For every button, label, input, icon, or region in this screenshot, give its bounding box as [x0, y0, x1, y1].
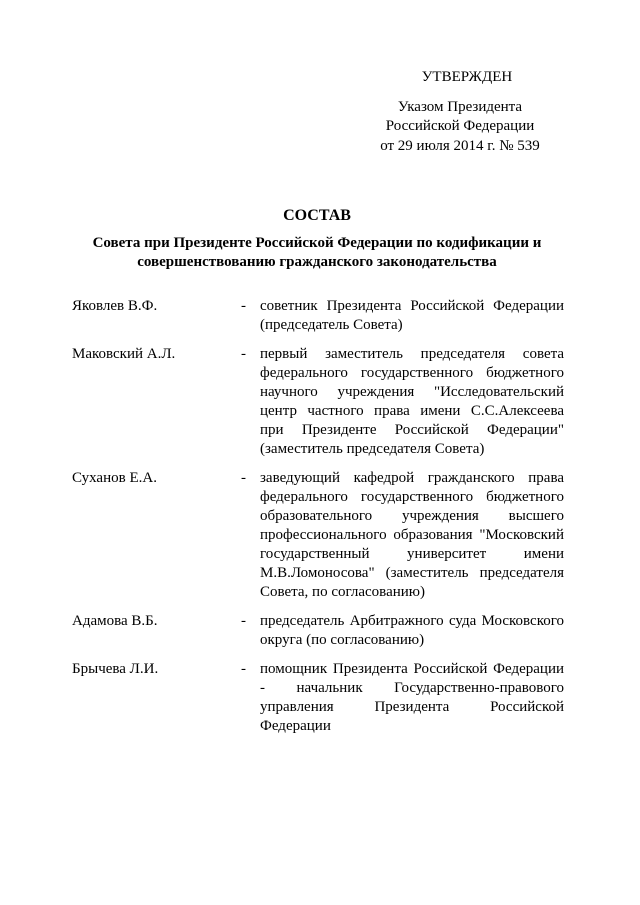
document-title — [70, 206, 564, 272]
member-dash: - — [241, 298, 246, 314]
member-name: Суханов Е.А. — [72, 470, 157, 486]
member-name: Брычева Л.И. — [72, 661, 159, 677]
title-subheading: Совета при Президенте Российской Федерации по кодификации и совершенствованию гражданского законодательства — [92, 235, 542, 270]
member-role: помощник Президента Российской Федерации - начальник Государственно-правового управления Президента Российской Федерации — [260, 661, 564, 734]
member-role: первый заместитель председателя совета федерального государственного бюджетного научного учреждения "Исследовательский центр частного права имени С.С.Алексеева при Президенте Российской Федерации" (заместитель председателя Совета) — [260, 346, 564, 457]
title-heading: СОСТАВ — [283, 207, 351, 224]
member-row — [72, 297, 564, 335]
approval-stamp: УТВЕРЖДЕН — [421, 69, 513, 85]
member-dash: - — [241, 613, 246, 629]
member-role: заведующий кафедрой гражданского права федерального государственного бюджетного образовательного учреждения высшего профессионального образования "Московский государственный университет имени М.В.Ломоносова" (заместитель председателя Совета, по согласованию) — [260, 470, 564, 600]
member-role: советник Президента Российской Федерации (председатель Совета) — [260, 298, 564, 333]
approval-line-date: от 29 июля 2014 г. № 539 — [380, 137, 540, 154]
member-dash: - — [241, 346, 246, 362]
member-row — [72, 660, 564, 736]
member-dash: - — [241, 661, 246, 677]
member-row — [72, 612, 564, 650]
approval-line-decree: Указом Президента — [397, 98, 523, 115]
member-dash: - — [241, 470, 246, 486]
member-roster — [72, 297, 564, 746]
member-row — [72, 469, 564, 602]
member-row — [72, 345, 564, 459]
member-role: председатель Арбитражного суда Московского округа (по согласованию) — [260, 613, 564, 648]
member-name: Маковский А.Л. — [72, 346, 176, 362]
member-name: Адамова В.Б. — [72, 613, 158, 629]
member-name: Яковлев В.Ф. — [72, 298, 158, 314]
approval-line-country: Российской Федерации — [385, 118, 535, 134]
approval-block — [360, 68, 560, 156]
